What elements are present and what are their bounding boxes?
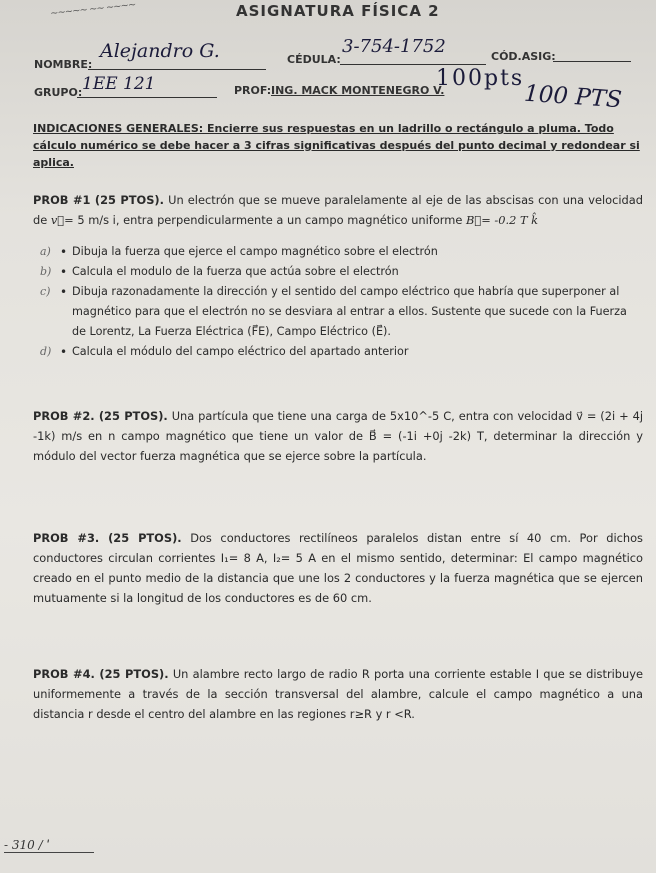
problem-3 (33, 528, 643, 608)
general-instructions: INDICACIONES GENERALES: Encierre sus respuestas en un ladrillo o rectángulo a pluma. Todo cálculo numérico se debe hacer a 3 cifras significativas después del punto decimal y redondear si aplica. (33, 122, 640, 169)
bullet-dot-icon: • (60, 265, 68, 279)
velocity-symbol: v⃗= (50, 213, 74, 227)
item-mark: b) (40, 265, 52, 278)
problem-4-text: Un alambre recto largo de radio R porta una corriente estable I que se distribuye uniformemente a través de la sección transversal del alambre, calcule el campo magnético a una distancia r desde el centro del alambre en las regiones r≥R y r <R. (33, 667, 643, 721)
score-handwritten-2: 100 PTS (523, 80, 623, 114)
problem-1-title: PROB #1 (25 PTOS). (33, 193, 164, 207)
item-text: Calcula el modulo de la fuerza que actúa sobre el electrón (72, 265, 399, 278)
item-text: Dibuja razonadamente la dirección y el sentido del campo eléctrico que habría que superponer al magnético para que el electrón no se desviara al entrar a ellos. Sustente que sucede con la Fuerza de Lorentz, La Fuerza Eléctrica (F⃗E), Campo Eléctrico (E⃗). (72, 285, 627, 338)
list-item (40, 262, 640, 282)
grupo-value: 1EE 121 (82, 74, 156, 94)
bottom-scrawl: - 310 / ˈ (4, 838, 50, 852)
cod-asig-line (553, 47, 631, 62)
problem-1-text-a: Un electrón que se mueve paralelamente al eje de las abscisas con una velocidad de (33, 193, 643, 227)
item-mark: d) (40, 345, 52, 358)
item-mark: a) (40, 245, 51, 258)
problem-2 (33, 406, 643, 466)
problem-1 (33, 190, 643, 230)
magnetic-field-symbol: B⃗= -0.2 T k̂ (466, 213, 539, 227)
list-item (40, 282, 640, 342)
cod-asig-label: CÓD.ASIG: (491, 50, 556, 63)
bottom-line (4, 852, 94, 853)
score-handwritten-1: 100pts (436, 66, 525, 91)
problem-2-text: Una partícula que tiene una carga de 5x10^-5 C, entra con velocidad v⃗ = (2i + 4j -1k) m/s en n campo magnético que tiene un valor de B⃗ = (-1i +0j -2k) T, determinar la dirección y módulo del vector fuerza magnética que se ejerce sobre la partícula. (33, 409, 644, 463)
nombre-label: NOMBRE: (34, 58, 93, 71)
page-title: ASIGNATURA FÍSICA 2 (236, 2, 440, 20)
prof-value: ING. MACK MONTENEGRO V. (271, 84, 445, 97)
header-scribble: ~~~~~ ~~ ~~~~ (49, 0, 136, 20)
problem-4 (33, 664, 643, 724)
cedula-value: 3-754-1752 (342, 36, 446, 57)
problem-3-title: PROB #3. (25 PTOS). (33, 531, 182, 545)
cedula-label: CÉDULA: (287, 53, 341, 66)
problem-4-title: PROB #4. (25 PTOS). (33, 667, 169, 681)
list-item (40, 342, 640, 362)
item-text: Calcula el módulo del campo eléctrico del apartado anterior (72, 345, 409, 358)
prof-label: PROF: (234, 84, 272, 97)
grupo-label: GRUPO: (34, 86, 83, 99)
bullet-dot-icon: • (60, 245, 68, 259)
item-mark: c) (40, 285, 51, 298)
bullet-dot-icon: • (60, 285, 68, 299)
problem-3-text: Dos conductores rectilíneos paralelos distan entre sí 40 cm. Por dichos conductores circulan corrientes I₁= 8 A, I₂= 5 A en el mismo sentido, determinar: El campo magnético creado en el punto medio de la distancia que une los 2 conductores y la fuerza magnética que se ejercen mutuamente si la longitud de los conductores es de 60 cm. (33, 531, 643, 605)
bullet-dot-icon: • (60, 345, 68, 359)
problem-1-items (40, 242, 640, 362)
item-text: Dibuja la fuerza que ejerce el campo magnético sobre el electrón (72, 245, 438, 258)
problem-1-text-b: 5 m/s i, entra perpendicularmente a un campo magnético uniforme (77, 213, 463, 227)
nombre-value: Alejandro G. (100, 40, 220, 62)
problem-2-title: PROB #2. (25 PTOS). (33, 409, 168, 423)
list-item (40, 242, 640, 262)
